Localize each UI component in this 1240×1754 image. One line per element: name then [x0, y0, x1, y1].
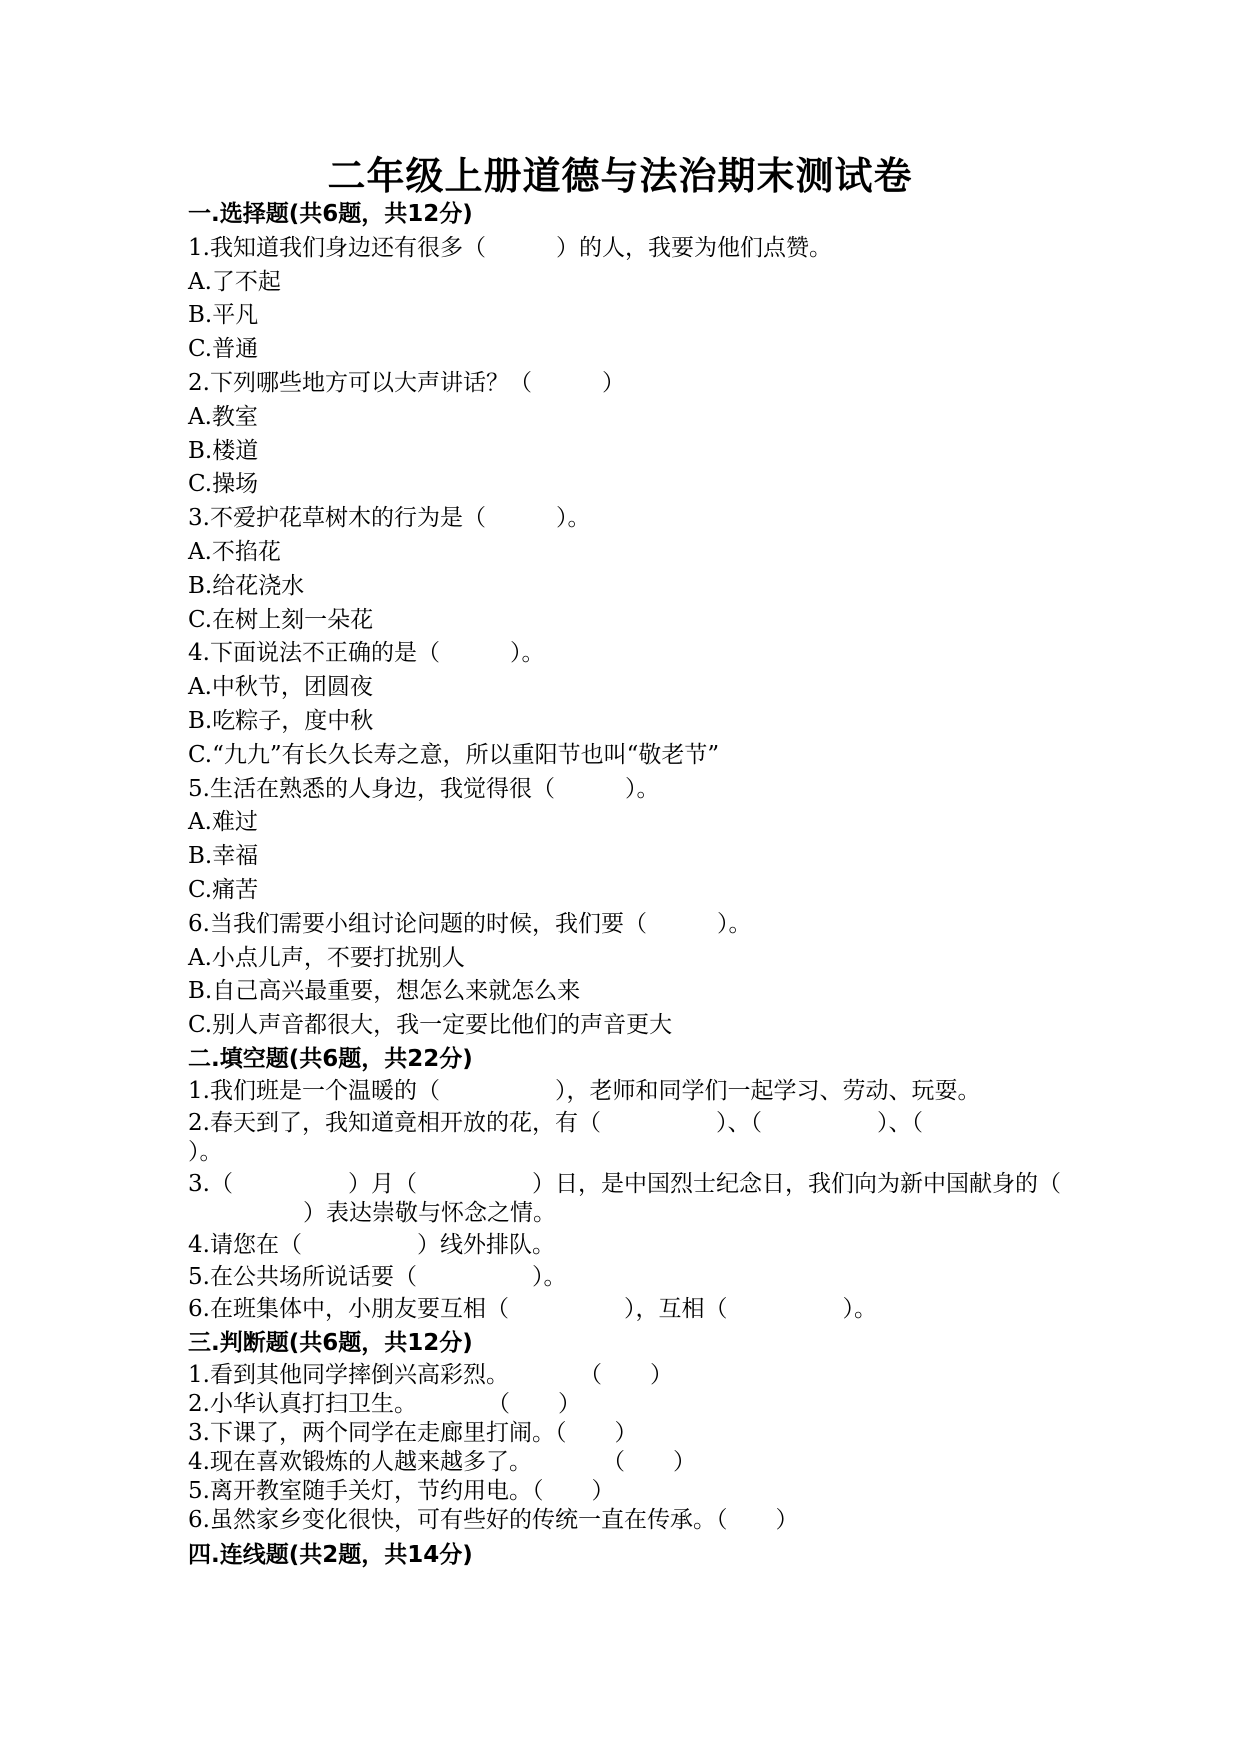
option-c: C.普通 — [188, 336, 259, 363]
option-c: C.操场 — [188, 471, 259, 498]
fill-question-text: 5.在公共场所说话要（ ）。 — [188, 1263, 567, 1290]
option-a: A.难过 — [188, 809, 258, 836]
choice-question — [188, 502, 1068, 637]
question-stem: 2.下列哪些地方可以大声讲话？（ ） — [188, 369, 625, 396]
judge-item: 2.小华认真打扫卫生。 （ ） — [188, 1390, 581, 1417]
choice-question — [188, 232, 1068, 367]
fill-question-text: 4.请您在（ ）线外排队。 — [188, 1231, 555, 1258]
choice-question — [188, 637, 1068, 772]
fill-question — [188, 1170, 1068, 1228]
section-heading-choice: 一.选择题(共6题，共12分) — [188, 201, 473, 227]
page-title: 二年级上册道德与法治期末测试卷 — [327, 154, 913, 198]
section-heading-fill: 二.填空题(共6题，共22分) — [188, 1045, 473, 1072]
option-a: A.小点儿声，不要打扰别人 — [188, 944, 465, 971]
question-stem: 1.我知道我们身边还有很多（ ）的人，我要为他们点赞。 — [188, 234, 832, 261]
option-a: A.了不起 — [188, 268, 281, 295]
fill-question-text: 1.我们班是一个温暖的（ ），老师和同学们一起学习、劳动、玩耍。 — [188, 1077, 981, 1104]
option-c: C.“九九”有长久长寿之意，所以重阳节也叫“敬老节” — [188, 741, 720, 768]
option-a: A.中秋节，团圆夜 — [188, 674, 373, 701]
exam-content — [188, 198, 1068, 1572]
choice-question — [188, 367, 1068, 502]
option-c: C.在树上刻一朵花 — [188, 606, 374, 633]
judge-list — [188, 1361, 1068, 1535]
question-stem: 3.不爱护花草树木的行为是（ ）。 — [188, 505, 591, 532]
choice-question — [188, 908, 1068, 1043]
section-heading-matching: 四.连线题(共2题，共14分) — [188, 1541, 473, 1568]
judge-item: 3.下课了，两个同学在走廊里打闹。（ ） — [188, 1419, 638, 1446]
fill-question-text: 2.春天到了，我知道竟相开放的花，有（ ）、（ ）、（）。 — [188, 1109, 923, 1165]
judge-item: 1.看到其他同学摔倒兴高彩烈。 （ ） — [188, 1361, 673, 1388]
fill-question-text: 6.在班集体中，小朋友要互相（ ），互相（ ）。 — [188, 1295, 877, 1322]
option-b: B.楼道 — [188, 437, 259, 464]
option-a: A.不掐花 — [188, 538, 281, 565]
fill-question — [188, 1231, 1068, 1260]
option-b: B.自己高兴最重要，想怎么来就怎么来 — [188, 978, 581, 1005]
option-a: A.教室 — [188, 403, 258, 430]
question-stem: 5.生活在熟悉的人身边，我觉得很（ ）。 — [188, 775, 660, 802]
option-b: B.幸福 — [188, 843, 259, 870]
option-b: B.给花浇水 — [188, 572, 305, 599]
judge-item: 5.离开教室随手关灯，节约用电。（ ） — [188, 1477, 615, 1504]
option-b: B.平凡 — [188, 302, 259, 329]
question-stem: 4.下面说法不正确的是（ ）。 — [188, 640, 545, 667]
fill-question — [188, 1295, 1068, 1324]
judge-item: 4.现在喜欢锻炼的人越来越多了。 （ ） — [188, 1448, 696, 1475]
judge-item: 6.虽然家乡变化很快，可有些好的传统一直在传承。（ ） — [188, 1506, 799, 1533]
option-c: C.别人声音都很大，我一定要比他们的声音更大 — [188, 1012, 673, 1039]
fill-question-text: 3.（ ）月（ ）日，是中国烈士纪念日，我们向为新中国献身的（）表达崇敬与怀念之情。 — [188, 1170, 1061, 1226]
choice-question — [188, 773, 1068, 908]
section-heading-judge: 三.判断题(共6题，共12分) — [188, 1329, 473, 1356]
option-c: C.痛苦 — [188, 876, 259, 903]
option-b: B.吃粽子，度中秋 — [188, 707, 374, 734]
fill-question — [188, 1077, 1068, 1106]
fill-question — [188, 1263, 1068, 1292]
fill-question — [188, 1109, 1068, 1167]
question-stem: 6.当我们需要小组讨论问题的时候，我们要（ ）。 — [188, 910, 752, 937]
